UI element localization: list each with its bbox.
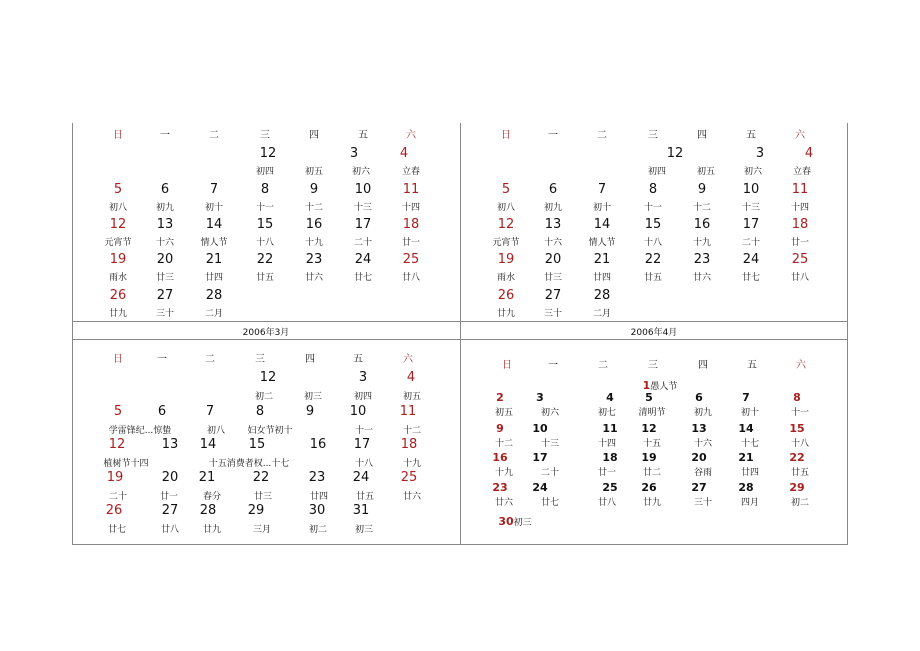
march-lunar: 十八: [354, 459, 373, 469]
april-day: 27: [691, 481, 707, 494]
march-day: 18: [400, 437, 418, 452]
april-lunar: 十五: [642, 439, 661, 449]
feb-left-lunar: 廿八: [401, 273, 420, 283]
april-lunar: 初七: [597, 408, 616, 418]
march-day: 4: [406, 370, 416, 385]
april-day: 24: [532, 481, 548, 494]
march-lunar: 初二: [254, 392, 273, 402]
april-day: 12: [641, 422, 657, 435]
feb-left-weekday-6: 六: [406, 130, 416, 141]
feb-left-day: 23: [305, 252, 323, 267]
april-weekday-1: 一: [548, 360, 558, 371]
feb-left-day: 20: [156, 252, 174, 267]
march-day: 11: [399, 404, 417, 419]
feb-right-lunar: 十三: [741, 203, 760, 213]
march-day: 9: [305, 404, 315, 419]
feb-left-lunar: 廿三: [155, 273, 174, 283]
march-day: 30: [308, 503, 326, 518]
april-day: 7: [742, 391, 750, 404]
march-lunar: 廿八: [160, 525, 179, 535]
march-weekday-3: 三: [255, 354, 265, 365]
feb-right-lunar: 十四: [790, 203, 809, 213]
feb-right-lunar: 十六: [543, 238, 562, 248]
april-lunar: 十七: [740, 439, 759, 449]
feb-right-lunar: 初四: [647, 167, 666, 177]
feb-right-day: 10: [742, 182, 760, 197]
frame-bottom-border: [72, 544, 848, 545]
march-lunar: 初三: [354, 525, 373, 535]
feb-left-lunar: 初五: [304, 167, 323, 177]
feb-right-day: 18: [791, 217, 809, 232]
feb-left-day: 4: [399, 146, 409, 161]
feb-right-weekday-0: 日: [501, 130, 511, 141]
april-lunar: 三十: [693, 498, 712, 508]
feb-right-day: 16: [693, 217, 711, 232]
march-lunar: 初八: [206, 426, 225, 436]
feb-left-lunar: 初六: [351, 167, 370, 177]
feb-left-weekday-0: 日: [113, 130, 123, 141]
april-lunar: 愚人节: [650, 382, 678, 392]
march-day: 6: [157, 404, 167, 419]
april-day: 22: [789, 451, 805, 464]
feb-right-day: 9: [697, 182, 707, 197]
feb-left-day: 15: [256, 217, 274, 232]
feb-left-lunar: 三十: [155, 309, 174, 319]
feb-right-lunar: 初八: [496, 203, 515, 213]
march-lunar: 二十: [108, 492, 127, 502]
march-weekday-4: 四: [305, 354, 315, 365]
april-lunar: 廿六: [494, 498, 513, 508]
march-weekday-6: 六: [403, 354, 413, 365]
march-lunar: 三月: [252, 525, 271, 535]
april-day: 18: [602, 451, 618, 464]
feb-right-weekday-1: 一: [548, 130, 558, 141]
feb-left-lunar: 雨水: [108, 273, 127, 283]
feb-right-day: 25: [791, 252, 809, 267]
feb-left-day: 11: [402, 182, 420, 197]
april-day: 13: [691, 422, 707, 435]
feb-left-lunar: 初九: [155, 203, 174, 213]
april-lunar: 初五: [494, 408, 513, 418]
march-lunar: 十五消费者权...十七: [208, 459, 290, 469]
feb-right-weekday-6: 六: [795, 130, 805, 141]
feb-right-lunar: 三十: [543, 309, 562, 319]
march-weekday-1: 一: [157, 354, 167, 365]
april-day: 17: [532, 451, 548, 464]
april-lunar: 廿四: [740, 468, 759, 478]
march-day: 7: [205, 404, 215, 419]
april-lunar: 廿二: [642, 468, 661, 478]
feb-right-day: 13: [544, 217, 562, 232]
march-day: 3: [358, 370, 368, 385]
feb-left-weekday-2: 二: [209, 130, 219, 141]
april-day: 8: [793, 391, 801, 404]
april-lunar: 十八: [790, 439, 809, 449]
feb-left-day: 5: [113, 182, 123, 197]
feb-right-lunar: 二月: [592, 309, 611, 319]
march-lunar: 廿三: [253, 492, 272, 502]
april-lunar: 十九: [494, 468, 513, 478]
feb-right-day: 15: [644, 217, 662, 232]
feb-left-day: 7: [209, 182, 219, 197]
feb-right-day: 28: [593, 288, 611, 303]
april-weekday-0: 日: [502, 360, 512, 371]
feb-left-day: 21: [205, 252, 223, 267]
feb-right-weekday-4: 四: [697, 130, 707, 141]
march-day: 28: [199, 503, 217, 518]
march-lunar: 初四: [353, 392, 372, 402]
march-lunar: 十九: [402, 459, 421, 469]
feb-left-lunar: 初八: [108, 203, 127, 213]
march-day: 10: [349, 404, 367, 419]
feb-left-lunar: 初十: [204, 203, 223, 213]
march-day: 24: [352, 470, 370, 485]
march-day: 22: [252, 470, 270, 485]
feb-right-lunar: 廿七: [741, 273, 760, 283]
april-day: 5: [645, 391, 653, 404]
april-lunar: 十一: [790, 408, 809, 418]
march-day: 21: [198, 470, 216, 485]
feb-left-lunar: 初四: [255, 167, 274, 177]
feb-left-lunar: 十三: [353, 203, 372, 213]
feb-left-day: 22: [256, 252, 274, 267]
april-day: 10: [532, 422, 548, 435]
march-day: 26: [105, 503, 123, 518]
feb-right-day: 17: [742, 217, 760, 232]
feb-right-day: 3: [755, 146, 765, 161]
feb-left-lunar: 十六: [155, 238, 174, 248]
feb-right-weekday-5: 五: [746, 130, 756, 141]
feb-left-lunar: 立春: [401, 167, 420, 177]
feb-left-lunar: 十九: [304, 238, 323, 248]
feb-right-day: 5: [501, 182, 511, 197]
feb-left-day: 13: [156, 217, 174, 232]
april-day: 3: [536, 391, 544, 404]
april-day: 14: [738, 422, 754, 435]
feb-right-day: 6: [548, 182, 558, 197]
feb-left-day: 26: [109, 288, 127, 303]
march-day: 31: [352, 503, 370, 518]
march-lunar: 廿七: [107, 525, 126, 535]
feb-left-lunar: 十八: [255, 238, 274, 248]
feb-right-day: 7: [597, 182, 607, 197]
april-lunar: 廿七: [540, 498, 559, 508]
feb-left-lunar: 廿一: [401, 238, 420, 248]
feb-left-lunar: 廿九: [108, 309, 127, 319]
march-weekday-5: 五: [353, 354, 363, 365]
feb-left-weekday-5: 五: [358, 130, 368, 141]
march-lunar: 妇女节初十: [247, 426, 293, 436]
march-lunar: 初二: [308, 525, 327, 535]
april-weekday-3: 三: [648, 360, 658, 371]
section-divider-top: [72, 321, 848, 322]
feb-right-lunar: 二十: [741, 238, 760, 248]
feb-left-day: 16: [305, 217, 323, 232]
april-lunar: 廿一: [597, 468, 616, 478]
feb-left-lunar: 元宵节: [104, 238, 132, 248]
april-weekday-4: 四: [698, 360, 708, 371]
april-lunar: 清明节: [638, 408, 666, 418]
march-lunar: 廿九: [202, 525, 221, 535]
april-lunar: 四月: [740, 498, 759, 508]
april-day: 25: [602, 481, 618, 494]
april-lunar: 廿五: [790, 468, 809, 478]
feb-right-lunar: 廿四: [592, 273, 611, 283]
feb-left-day: 9: [309, 182, 319, 197]
feb-left-lunar: 廿五: [255, 273, 274, 283]
april-day: 11: [602, 422, 618, 435]
feb-right-day: 21: [593, 252, 611, 267]
feb-left-lunar: 廿六: [304, 273, 323, 283]
april-day-number: 30: [498, 515, 514, 528]
april-lunar: 初十: [740, 408, 759, 418]
feb-left-lunar: 十二: [304, 203, 323, 213]
april-day-30: [480, 510, 550, 529]
feb-left-lunar: 廿七: [353, 273, 372, 283]
feb-right-day: 11: [791, 182, 809, 197]
feb-right-day: 22: [644, 252, 662, 267]
march-lunar: 廿六: [402, 492, 421, 502]
march-day: 17: [353, 437, 371, 452]
feb-left-weekday-3: 三: [260, 130, 270, 141]
feb-right-day: 23: [693, 252, 711, 267]
april-day: 23: [492, 481, 508, 494]
feb-right-lunar: 元宵节: [492, 238, 520, 248]
april-day: 26: [641, 481, 657, 494]
feb-left-lunar: 十一: [255, 203, 274, 213]
april-day: 19: [641, 451, 657, 464]
feb-right-lunar: 廿五: [643, 273, 662, 283]
april-day: 2: [496, 391, 504, 404]
march-day: 15: [248, 437, 266, 452]
april-day: 15: [789, 422, 805, 435]
march-lunar: 廿一: [159, 492, 178, 502]
april-lunar: 初六: [540, 408, 559, 418]
feb-right-lunar: 廿六: [692, 273, 711, 283]
march-lunar: 初五: [402, 392, 421, 402]
feb-left-day: 24: [354, 252, 372, 267]
feb-left-lunar: 廿四: [204, 273, 223, 283]
april-day: 4: [606, 391, 614, 404]
april-weekday-6: 六: [796, 360, 806, 371]
april-lunar: 十四: [597, 439, 616, 449]
april-lunar: 谷雨: [693, 468, 712, 478]
april-day-number: 1: [642, 379, 651, 392]
march-day: 12: [108, 437, 126, 452]
feb-left-day: 3: [349, 146, 359, 161]
march-lunar: 植树节十四: [103, 459, 149, 469]
april-weekday-2: 二: [598, 360, 608, 371]
feb-right-lunar: 十九: [692, 238, 711, 248]
april-lunar: 廿九: [642, 498, 661, 508]
feb-right-weekday-2: 二: [597, 130, 607, 141]
feb-left-day: 28: [205, 288, 223, 303]
april-day: 28: [738, 481, 754, 494]
march-day: 29: [247, 503, 265, 518]
march-day: 25: [400, 470, 418, 485]
feb-right-lunar: 廿一: [790, 238, 809, 248]
april-lunar: 十三: [540, 439, 559, 449]
feb-right-lunar: 初十: [592, 203, 611, 213]
feb-left-day: 19: [109, 252, 127, 267]
march-lunar: 廿五: [355, 492, 374, 502]
feb-left-lunar: 十四: [401, 203, 420, 213]
feb-right-lunar: 十一: [643, 203, 662, 213]
feb-right-lunar: 初五: [696, 167, 715, 177]
feb-left-lunar: 情人节: [200, 238, 228, 248]
feb-left-day: 10: [354, 182, 372, 197]
march-lunar: 十二: [402, 426, 421, 436]
april-title: 2006年4月: [630, 328, 678, 338]
feb-right-day: 14: [593, 217, 611, 232]
feb-right-day: 19: [497, 252, 515, 267]
april-lunar: 十六: [693, 439, 712, 449]
march-lunar: 初三: [303, 392, 322, 402]
feb-right-day: 12: [497, 217, 515, 232]
april-weekday-5: 五: [747, 360, 757, 371]
march-day: 27: [161, 503, 179, 518]
march-day: 5: [113, 404, 123, 419]
feb-right-lunar: 廿九: [496, 309, 515, 319]
feb-left-day: 18: [402, 217, 420, 232]
feb-right-day: 8: [648, 182, 658, 197]
feb-left-weekday-4: 四: [309, 130, 319, 141]
march-day: 14: [199, 437, 217, 452]
feb-right-lunar: 雨水: [496, 273, 515, 283]
march-lunar: 学雷锋纪...惊蛰: [108, 426, 172, 436]
feb-right-day: 27: [544, 288, 562, 303]
feb-right-lunar: 情人节: [588, 238, 616, 248]
march-title: 2006年3月: [242, 328, 290, 338]
feb-right-day: 26: [497, 288, 515, 303]
march-lunar: 十一: [354, 426, 373, 436]
feb-right-lunar: 十二: [692, 203, 711, 213]
april-lunar: 初九: [693, 408, 712, 418]
feb-right-lunar: 立春: [792, 167, 811, 177]
april-day: 16: [492, 451, 508, 464]
march-day: 8: [255, 404, 265, 419]
feb-right-lunar: 初六: [743, 167, 762, 177]
feb-left-day: 14: [205, 217, 223, 232]
april-lunar: 二十: [540, 468, 559, 478]
march-day: 20: [161, 470, 179, 485]
april-lunar: 初二: [790, 498, 809, 508]
march-weekday-0: 日: [113, 354, 123, 365]
march-day: 12: [259, 370, 277, 385]
feb-right-weekday-3: 三: [648, 130, 658, 141]
feb-right-day: 20: [544, 252, 562, 267]
april-day: 6: [695, 391, 703, 404]
april-day: 21: [738, 451, 754, 464]
feb-left-day: 12: [259, 146, 277, 161]
april-lunar: 初三: [513, 518, 532, 528]
march-lunar: 廿四: [309, 492, 328, 502]
feb-right-day: 12: [666, 146, 684, 161]
feb-left-day: 17: [354, 217, 372, 232]
april-lunar: 廿八: [597, 498, 616, 508]
feb-left-weekday-1: 一: [160, 130, 170, 141]
march-weekday-2: 二: [205, 354, 215, 365]
feb-left-day: 27: [156, 288, 174, 303]
april-lunar: 十二: [494, 439, 513, 449]
feb-left-lunar: 二月: [204, 309, 223, 319]
feb-right-lunar: 初九: [543, 203, 562, 213]
feb-right-day: 24: [742, 252, 760, 267]
march-day: 16: [309, 437, 327, 452]
april-day: 20: [691, 451, 707, 464]
feb-right-lunar: 廿三: [543, 273, 562, 283]
feb-right-lunar: 十八: [643, 238, 662, 248]
feb-left-day: 12: [109, 217, 127, 232]
march-day: 19: [106, 470, 124, 485]
feb-left-day: 25: [402, 252, 420, 267]
feb-right-lunar: 廿八: [790, 273, 809, 283]
feb-left-day: 8: [260, 182, 270, 197]
feb-right-day: 4: [804, 146, 814, 161]
march-day: 23: [308, 470, 326, 485]
section-divider-bottom: [72, 339, 848, 340]
feb-left-lunar: 二十: [353, 238, 372, 248]
march-lunar: 春分: [202, 492, 221, 502]
april-day: 9: [496, 422, 504, 435]
march-day: 13: [161, 437, 179, 452]
april-day: 29: [789, 481, 805, 494]
feb-left-day: 6: [160, 182, 170, 197]
